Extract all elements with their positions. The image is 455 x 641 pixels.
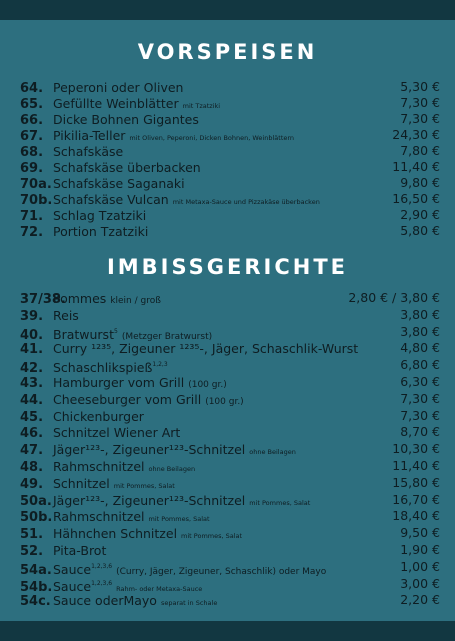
item-note: klein / groß xyxy=(110,296,161,306)
item-number: 48. xyxy=(20,459,44,475)
item-name: Peperoni oder Oliven xyxy=(53,80,184,95)
item-name: Hamburger vom Grill xyxy=(53,374,185,390)
item-price: 3,00 € xyxy=(400,575,440,591)
item-name: Schafskäse xyxy=(53,144,124,159)
item-price: 6,80 € xyxy=(400,357,440,373)
item-number: 66. xyxy=(20,113,44,128)
menu-item xyxy=(20,424,440,441)
item-name: Curry ¹²³⁵, Zigeuner ¹²³⁵-, Jäger, Schaschlik-Wurst xyxy=(53,341,359,357)
item-name: Bratwurst xyxy=(53,326,114,342)
item-price: 8,70 € xyxy=(400,424,440,440)
item-allergen-marks: 1,2,3,6 xyxy=(91,562,113,570)
item-note: mit Tzatziki xyxy=(182,102,221,110)
item-number: 70a. xyxy=(20,177,52,192)
item-number: 52. xyxy=(20,543,44,559)
item-number: 50a. xyxy=(20,493,52,509)
item-number: 69. xyxy=(20,161,44,176)
menu-panel xyxy=(0,20,455,621)
item-price: 24,30 € xyxy=(392,127,440,142)
menu-item xyxy=(20,458,440,475)
menu-item xyxy=(20,408,440,425)
menu-item xyxy=(20,223,440,239)
item-name: Rahmschnitzel xyxy=(53,458,145,474)
item-note: (Curry, Jäger, Zigeuner, Schaschlik) oder Mayo xyxy=(116,566,327,577)
item-name: Sauce xyxy=(53,561,92,577)
item-number: 54b. xyxy=(20,579,53,595)
menu-item xyxy=(20,542,440,559)
item-name: Chickenburger xyxy=(53,408,144,424)
item-number: 65. xyxy=(20,97,44,112)
item-name: Schafskäse Saganaki xyxy=(53,176,185,191)
item-number: 71. xyxy=(20,209,44,224)
item-note: mit Pommes, Salat xyxy=(249,498,311,507)
item-name: Reis xyxy=(53,307,79,323)
menu-item xyxy=(20,441,440,458)
item-name: Schnitzel xyxy=(53,475,110,491)
item-number: 47. xyxy=(20,443,44,459)
item-price: 7,30 € xyxy=(400,390,440,406)
item-name: Jäger¹²³-, Zigeuner¹²³-Schnitzel xyxy=(53,492,246,508)
item-price: 16,70 € xyxy=(392,491,440,507)
menu-item xyxy=(20,475,440,492)
menu-item xyxy=(20,391,440,408)
item-name: Pommes xyxy=(53,291,107,306)
menu-item xyxy=(20,576,440,593)
section-title-imbissgerichte: IMBISSGERICHTE xyxy=(106,255,349,279)
vorspeisen-list xyxy=(20,79,440,239)
item-name: Rahmschnitzel xyxy=(53,509,145,525)
item-name: Schaschlikspieß xyxy=(53,360,153,376)
bottom-band xyxy=(0,621,455,641)
item-note: ohne Beilagen xyxy=(249,448,296,457)
item-note: Rahm- oder Metaxa-Sauce xyxy=(116,584,203,593)
section-title-vorspeisen: VORSPEISEN xyxy=(137,40,318,64)
menu-item xyxy=(20,207,440,223)
item-name: Gefüllte Weinblätter xyxy=(53,96,179,111)
item-price: 2,90 € xyxy=(400,207,440,222)
item-price: 16,50 € xyxy=(392,191,440,206)
item-allergen-marks: 1,2,3,6 xyxy=(91,579,113,587)
item-name: Portion Tzatziki xyxy=(53,224,149,239)
item-name: Pikilia-Teller xyxy=(53,128,126,143)
item-note: (100 gr.) xyxy=(205,396,244,407)
item-price: 9,50 € xyxy=(400,525,440,541)
item-note: (100 gr.) xyxy=(188,379,227,390)
top-band xyxy=(0,0,455,20)
item-number: 41. xyxy=(20,342,44,358)
menu-item xyxy=(20,340,440,357)
item-number: 70b. xyxy=(20,193,53,208)
item-price: 1,90 € xyxy=(400,541,440,557)
item-price: 11,40 € xyxy=(392,159,440,174)
item-price: 15,80 € xyxy=(392,474,440,490)
item-name: Sauce oderMayo xyxy=(53,593,157,609)
item-name: Pita-Brot xyxy=(53,542,107,558)
item-price: 11,40 € xyxy=(392,457,440,473)
menu-item xyxy=(20,559,440,576)
menu-item xyxy=(20,492,440,509)
item-name: Cheeseburger vom Grill xyxy=(53,391,202,407)
item-number: 54a. xyxy=(20,562,52,578)
item-price: 5,80 € xyxy=(400,223,440,238)
item-note: mit Oliven, Peperoni, Dicken Bohnen, Weinblättern xyxy=(129,134,295,142)
item-price: 5,30 € xyxy=(400,79,440,94)
item-price: 2,80 € / 3,80 € xyxy=(348,290,440,305)
item-number: 43. xyxy=(20,375,44,391)
item-price: 10,30 € xyxy=(392,441,440,457)
menu-item xyxy=(20,111,440,127)
menu-item xyxy=(20,290,440,307)
item-price: 2,20 € xyxy=(400,592,440,608)
item-price: 9,80 € xyxy=(400,175,440,190)
item-note: mit Pommes, Salat xyxy=(113,481,175,490)
item-number: 40. xyxy=(20,327,44,343)
item-price: 18,40 € xyxy=(392,508,440,524)
item-note: (Metzger Bratwurst) xyxy=(121,331,213,342)
item-number: 51. xyxy=(20,527,44,543)
item-name: Jäger¹²³-, Zigeuner¹²³-Schnitzel xyxy=(53,442,246,458)
menu-item xyxy=(20,79,440,95)
item-name: Schafskäse Vulcan xyxy=(53,192,169,207)
item-number: 45. xyxy=(20,409,44,425)
item-name: Sauce xyxy=(53,578,92,594)
menu-item xyxy=(20,324,440,341)
item-number: 42. xyxy=(20,361,44,377)
item-price: 7,30 € xyxy=(400,407,440,423)
item-note: ohne Beilagen xyxy=(148,464,196,473)
item-note: mit Pommes, Salat xyxy=(181,532,243,541)
item-name: Dicke Bohnen Gigantes xyxy=(53,112,199,127)
item-note: mit Pommes, Salat xyxy=(148,515,210,524)
item-price: 1,00 € xyxy=(400,558,440,574)
item-number: 44. xyxy=(20,392,44,408)
item-number: 46. xyxy=(20,426,44,442)
item-number: 37/38. xyxy=(20,292,66,307)
item-number: 72. xyxy=(20,225,44,240)
menu-item xyxy=(20,95,440,111)
menu-item xyxy=(20,175,440,191)
imbissgerichte-list xyxy=(20,290,440,609)
menu-item xyxy=(20,143,440,159)
menu-item xyxy=(20,357,440,377)
item-number: 50b. xyxy=(20,510,53,526)
item-number: 67. xyxy=(20,129,44,144)
item-number: 39. xyxy=(20,308,44,324)
item-number: 54c. xyxy=(20,594,51,610)
menu-item xyxy=(20,127,440,143)
menu-item xyxy=(20,159,440,175)
item-price: 6,30 € xyxy=(400,373,440,389)
menu-item xyxy=(20,191,440,207)
item-name: Schafskäse überbacken xyxy=(53,160,201,175)
item-price: 7,30 € xyxy=(400,111,440,126)
item-price: 4,80 € xyxy=(400,340,440,356)
item-price: 7,80 € xyxy=(400,143,440,158)
item-note: separat in Schale xyxy=(160,599,218,608)
item-note: mit Metaxa-Sauce und Pizzakäse überbacken xyxy=(172,198,320,206)
menu-item xyxy=(20,525,440,542)
item-price: 3,80 € xyxy=(400,306,440,322)
item-allergen-marks: 5 xyxy=(113,327,118,335)
menu-item xyxy=(20,592,440,609)
item-price: 3,80 € xyxy=(400,323,440,339)
item-name: Hähnchen Schnitzel xyxy=(53,526,178,542)
menu-item xyxy=(20,508,440,525)
item-number: 64. xyxy=(20,81,44,96)
menu-item xyxy=(20,374,440,391)
item-price: 7,30 € xyxy=(400,95,440,110)
item-name: Schnitzel Wiener Art xyxy=(53,425,181,441)
item-name: Schlag Tzatziki xyxy=(53,208,147,223)
menu-item xyxy=(20,307,440,324)
item-number: 49. xyxy=(20,476,44,492)
item-allergen-marks: 1,2,3 xyxy=(152,361,168,369)
item-number: 68. xyxy=(20,145,44,160)
